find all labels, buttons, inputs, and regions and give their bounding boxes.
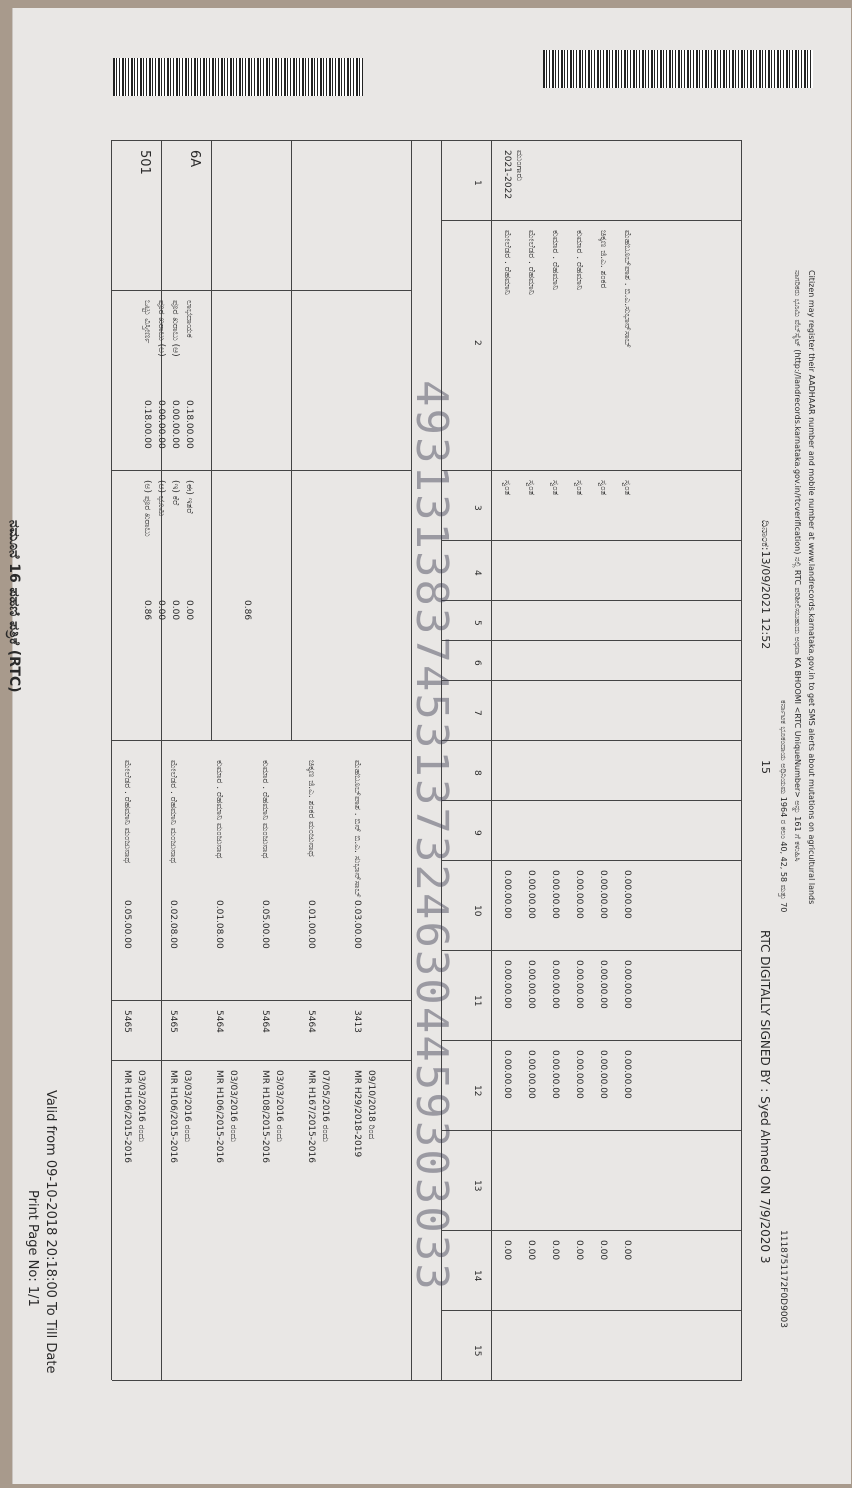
- crop-column-number: 5: [472, 620, 482, 626]
- owner-extent: 0.01.00.00: [306, 900, 316, 949]
- crop-value-11: 0.00.00.00: [526, 960, 536, 1009]
- owner-mr-number: MR H108/2015-2016: [260, 1070, 270, 1163]
- crop-cultivator-name: ಮೆಹಬೂಬ್‌ಪಾಶ . ಬಿ.ಎ.ಸುಭಾನ್‌ಸಾಬ್: [622, 230, 632, 348]
- crop-ownership-type: ಸ್ವಂತ: [502, 480, 512, 496]
- crop-col-8: [442, 800, 742, 801]
- crop-col-10: [442, 950, 742, 951]
- crop-col-2: [442, 470, 742, 471]
- crop-value-12: 0.00.00.00: [574, 1050, 584, 1099]
- owner-name: ಚಿಕ್ಕಣ ಜಿ.ಎ. ಶಂಕರ ಮಂಜುನಾಥ: [306, 760, 316, 857]
- crop-value-10: 0.00.00.00: [502, 870, 512, 919]
- kharab-value: 0.86: [142, 600, 152, 621]
- owner-mr-number: MR H106/2015-2016: [168, 1070, 178, 1163]
- sms-alert-note: Citizen may register their AADHAAR number and mobile number at www.landrecords.karnataka.gov.in to get SMS alerts about mutations on agricultural lands: [807, 270, 816, 905]
- owner-name: ಮೆಹಬೂಬ್‌ಪಾಶ . ಬಿನ್ ಬಿ.ಎ. ಸುಭಾನ್‌ಸಾಬ್: [352, 760, 362, 898]
- owner-mr-date: 03/03/2016 ರಂದು: [182, 1070, 192, 1143]
- owner-mr-number: MR H106/2015-2016: [122, 1070, 132, 1163]
- crop-value-12: 0.00.00.00: [502, 1050, 512, 1099]
- print-page-number: Print Page No: 1/1: [25, 1190, 40, 1307]
- kharab-label: (ಇ) ಕೆರೆ: [170, 480, 180, 506]
- crop-col-5: [442, 640, 742, 641]
- row-line-2: [211, 140, 212, 740]
- crop-col-6: [442, 680, 742, 681]
- extent-label: ಒಟ್ಟು ವಿಸ್ತೀರ್ಣ: [142, 300, 152, 344]
- crop-col-7: [442, 740, 742, 741]
- crop-value-12: 0.00.00.00: [526, 1050, 536, 1099]
- crop-value-15: 0.00: [550, 1240, 560, 1261]
- table-border-top: [111, 140, 112, 1380]
- crop-value-15: 0.00: [574, 1240, 584, 1261]
- table-border-left: [112, 140, 742, 141]
- crop-cultivator-name: ಚಿಕ್ಕಣ ಜಿ.ಎ. ಶಂಕರ: [598, 230, 608, 289]
- crop-column-number: 2: [472, 340, 482, 346]
- crop-ownership-type: ಸ್ವಂತ: [622, 480, 632, 496]
- table-border-right: [112, 1380, 742, 1381]
- crop-column-number: 7: [472, 710, 482, 716]
- crop-value-10: 0.00.00.00: [550, 870, 560, 919]
- extent-value: 0.18.00.00: [142, 400, 152, 449]
- owner-mr-number: MR H167/2015-2016: [306, 1070, 316, 1163]
- owner-extent: 0.01.08.00: [214, 900, 224, 949]
- col-line-khata: [112, 1000, 412, 1001]
- owner-extent: 0.05.00.00: [260, 900, 270, 949]
- crop-column-number: 9: [472, 830, 482, 836]
- crop-value-10: 0.00.00.00: [526, 870, 536, 919]
- crop-cultivator-name: ಕುಮಾರ . ರೆಹಮಾನಿ: [550, 230, 560, 291]
- owner-extent: 0.02.08.00: [168, 900, 178, 949]
- crop-col-11: [442, 1040, 742, 1041]
- extent-label: ಪೂರ ಖರಾಬು (ಆ): [170, 300, 180, 357]
- page-number: 15: [759, 760, 772, 774]
- crop-column-number: 12: [472, 1085, 482, 1097]
- crop-column-number: 15: [472, 1345, 482, 1357]
- owner-khata: 5464: [214, 1010, 224, 1033]
- owner-mr-number: MR H106/2015-2016: [214, 1070, 224, 1163]
- crop-column-number: 4: [472, 570, 482, 576]
- crop-ownership-type: ಸ್ವಂತ: [550, 480, 560, 496]
- kharab-label: (ಆ) ಭೂಮಿ: [156, 480, 166, 517]
- crop-value-11: 0.00.00.00: [622, 960, 632, 1009]
- owner-khata: 5464: [260, 1010, 270, 1033]
- extent-value: 0.00.00.00: [170, 400, 180, 449]
- crop-cultivator-name: ಮೇಲೆಡರ . ರೆಹಮಾನಿ: [526, 230, 536, 295]
- kharab-label: (ಈ) ಇತರೆ: [184, 480, 194, 514]
- owner-khata: 5465: [122, 1010, 132, 1033]
- crop-column-number: 11: [472, 995, 482, 1007]
- col-line-owners: [112, 740, 412, 741]
- crop-column-number: 13: [472, 1180, 482, 1192]
- document-title: ನಮೂನೆ 16 ಪಹಣಿ ಪತ್ರಿಕೆ (RTC): [6, 520, 22, 693]
- owner-mr-date: 03/03/2016 ರಂದು: [136, 1070, 146, 1143]
- table-border-bottom: [741, 140, 742, 1380]
- crop-col-12: [442, 1130, 742, 1131]
- crop-value-15: 0.00: [622, 1240, 632, 1261]
- kharab-value: 0.00: [156, 600, 166, 621]
- legal-section-note: ಕರ್ನಾಟಕ ಭೂಕಂದಾಯ ಅಧಿನಿಯಮ 1964 ರ ಕಲಂ 40, 42, 58 ಮತ್ತು 70: [779, 700, 788, 913]
- owner-mr-date: 03/03/2016 ರಂದು: [274, 1070, 284, 1143]
- kharab-value: 0.00: [170, 600, 180, 621]
- kharab-total: 0.86: [242, 600, 252, 621]
- crop-season: ಮುಂಗಾರು: [514, 150, 524, 182]
- digital-signature-line: RTC DIGITALLY SIGNED BY : Syed Ahmed ON 7/9/2020 3: [758, 930, 772, 1264]
- crop-value-12: 0.00.00.00: [550, 1050, 560, 1099]
- verification-note: ನಾಗರಿಕರು ಭೂಮಿ ವೆಬ್‌ಸೈಟ್ (http://landrecords.karnataka.gov.in/rtcverification) ನಲ್ಲಿ RTC ಪರಿಶೀಲಿಸಬಹುದು ಅಥವಾ KA BHOOMI <RTC UniqueNumber> ಅನ್ನು 161 ಗೆ ಕಳುಹಿಸಿ: [793, 270, 802, 862]
- owner-khata: 3413: [352, 1010, 362, 1033]
- crop-col-9: [442, 860, 742, 861]
- crop-col-1: [442, 220, 742, 221]
- valid-from-text: Valid from 09-10-2018 20:18:00 To Till Date: [43, 1090, 58, 1374]
- owner-name: ಕುಮಾರ . ರೆಹಮಾನಿ ಮಂಜುನಾಥ: [260, 760, 270, 859]
- crop-value-15: 0.00: [598, 1240, 608, 1261]
- rtc-unique-number: 1118751172F0D9003: [778, 1230, 788, 1328]
- crop-value-15: 0.00: [526, 1240, 536, 1261]
- crop-year: 2021-2022: [502, 150, 512, 200]
- extent-value: 0.18.00.00: [184, 400, 194, 449]
- crop-cultivator-name: ಮೇಲೆಡರ . ರೆಹಮಾನಿ: [502, 230, 512, 295]
- owner-extent: 0.03.00.00: [352, 900, 362, 949]
- crop-col-3: [442, 540, 742, 541]
- owner-khata: 5464: [306, 1010, 316, 1033]
- owner-mr-date: 07/05/2016 ರಂದು: [320, 1070, 330, 1143]
- crop-value-11: 0.00.00.00: [598, 960, 608, 1009]
- extent-value: 0.00.00.00: [156, 400, 166, 449]
- survey-number: 501: [137, 150, 152, 175]
- crop-value-12: 0.00.00.00: [598, 1050, 608, 1099]
- crop-column-number: 3: [472, 505, 482, 511]
- extent-label: ಪೂರ ಖರಾಬು (ಅ): [156, 300, 166, 357]
- crop-value-10: 0.00.00.00: [574, 870, 584, 919]
- owner-khata: 5465: [168, 1010, 178, 1033]
- crop-col-13: [442, 1230, 742, 1231]
- print-date: ದಿನಾಂಕ:13/09/2021 12:52: [759, 520, 772, 650]
- kharab-value: 0.00: [184, 600, 194, 621]
- crop-col-14: [442, 1310, 742, 1311]
- extent-label: ಲಾಭದಾಯಕ: [184, 300, 194, 338]
- crop-value-11: 0.00.00.00: [502, 960, 512, 1009]
- crop-column-number: 6: [472, 660, 482, 666]
- owner-mr-date: 09/10/2018 ರಿಂದ: [366, 1070, 376, 1140]
- hissa-number: 6A: [187, 150, 202, 168]
- crop-value-10: 0.00.00.00: [598, 870, 608, 919]
- col-line-kharab: [112, 470, 412, 471]
- crop-ownership-type: ಸ್ವಂತ: [598, 480, 608, 496]
- row-line-6: [491, 140, 492, 1380]
- crop-col-4: [442, 600, 742, 601]
- crop-value-11: 0.00.00.00: [574, 960, 584, 1009]
- owner-name: ಮೇಲೆಡರ . ರೆಹಮಾನಿ ಮಂಜುನಾಥ: [122, 760, 132, 864]
- row-line-3: [291, 140, 292, 740]
- crop-cultivator-name: ಕುಮಾರ . ರೆಹಮಾನಿ: [574, 230, 584, 291]
- owner-name: ಮೇಲೆಡರ . ರೆಹಮಾನಿ ಮಂಜುನಾಥ: [168, 760, 178, 864]
- kharab-label: (ಅ) ಪೂರ ಖರಾಬು: [142, 480, 152, 537]
- crop-value-10: 0.00.00.00: [622, 870, 632, 919]
- owner-extent: 0.05.00.00: [122, 900, 132, 949]
- unique-number-watermark: 49313138374531373246304459303033: [406, 380, 457, 1292]
- crop-ownership-type: ಸ್ವಂತ: [574, 480, 584, 496]
- owner-mr-number: MR H29/2018-2019: [352, 1070, 362, 1158]
- crop-value-12: 0.00.00.00: [622, 1050, 632, 1099]
- crop-value-11: 0.00.00.00: [550, 960, 560, 1009]
- crop-column-number: 1: [472, 180, 482, 186]
- owner-mr-date: 03/03/2016 ರಂದು: [228, 1070, 238, 1143]
- crop-value-15: 0.00: [502, 1240, 512, 1261]
- col-line-mr: [112, 1060, 412, 1061]
- crop-column-number: 8: [472, 770, 482, 776]
- owner-name: ಕುಮಾರ . ರೆಹಮಾನಿ ಮಂಜುನಾಥ: [214, 760, 224, 859]
- crop-column-number: 10: [472, 905, 482, 917]
- crop-column-number: 14: [472, 1270, 482, 1282]
- crop-ownership-type: ಸ್ವಂತ: [526, 480, 536, 496]
- col-line-extent: [112, 290, 412, 291]
